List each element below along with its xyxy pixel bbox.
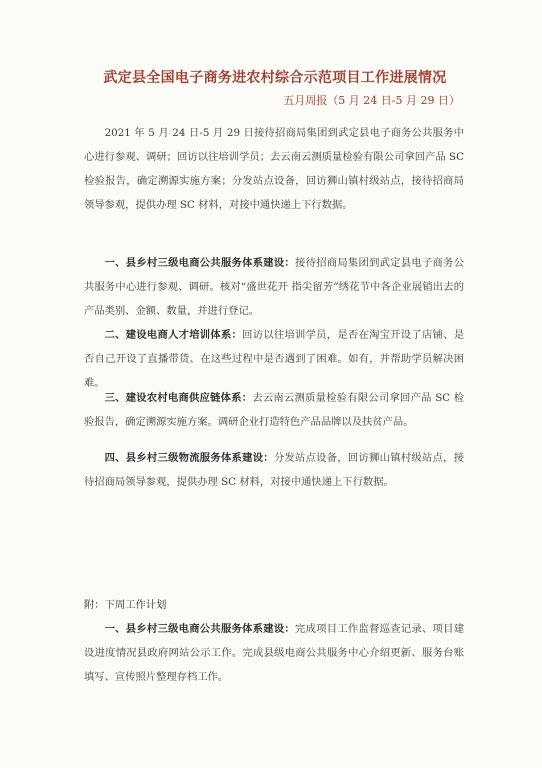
section-3 bbox=[84, 386, 464, 434]
section-2-body: 回访以往培训学员，是否在淘宝开设了店铺、是否自己开设了直播带货、在这些过程中是否遇到了困难。如有，并帮助学员解决困难。 bbox=[84, 329, 465, 389]
section-1-heading: 一、县乡村三级电商公共服务体系建设： bbox=[104, 257, 296, 269]
section-4-heading: 四、县乡村三级物流服务体系建设： bbox=[104, 452, 274, 464]
document-title: 武定县全国电子商务进农村综合示范项目工作进展情况 bbox=[103, 70, 447, 86]
section-4-body: 分发站点设备，回访狮山镇村级站点，接待招商局领导参观，提供办理 SC 材料，对接中通快递上下行数据。 bbox=[84, 452, 464, 488]
appendix-title: 附：下周工作计划 bbox=[84, 599, 167, 611]
section-1 bbox=[84, 251, 464, 323]
report-period: 五月周报（5 月 24 日-5 月 29 日） bbox=[283, 94, 460, 107]
intro-paragraph: 2021 年 5 月 24 日-5 月 29 日接待招商局集团到武定县电子商务公共服务中心进行参观、调研；回访以往培训学员；去云南云测质量检验有限公司拿回产品 SC 检验报告，确定溯源实施方案；分发站点设备，回访狮山镇村级站点，接待招商局领导参观，提供办理 SC 材料，对接中通快递上下行数据。 bbox=[84, 127, 464, 211]
section-3-heading: 三、建设农村电商供应链体系： bbox=[104, 392, 253, 404]
appendix-item-1-heading: 一、县乡村三级电商公共服务体系建设： bbox=[104, 623, 296, 635]
section-1-body: 接待招商局集团到武定县电子商务公共服务中心进行参观、调研。核对“盛世花开 指尖留芳”绣花节中各企业展销出去的产品类别、金额、数量，并进行登记。 bbox=[84, 257, 465, 317]
section-3-body: 去云南云测质量检验有限公司拿回产品 SC 检验报告，确定溯源实施方案。调研企业打造特色产品品牌以及扶贫产品。 bbox=[84, 392, 464, 428]
appendix-item-1 bbox=[84, 617, 464, 689]
section-4 bbox=[84, 446, 464, 494]
section-2-heading: 二、建设电商人才培训体系： bbox=[104, 329, 243, 341]
section-2 bbox=[84, 323, 464, 395]
appendix-item-1-body: 完成项目工作监督巡查记录、项目建设进度情况县政府网站公示工作。完成县级电商公共服务中心介绍更新、服务台账填写、宣传照片整理存档工作。 bbox=[84, 623, 465, 683]
